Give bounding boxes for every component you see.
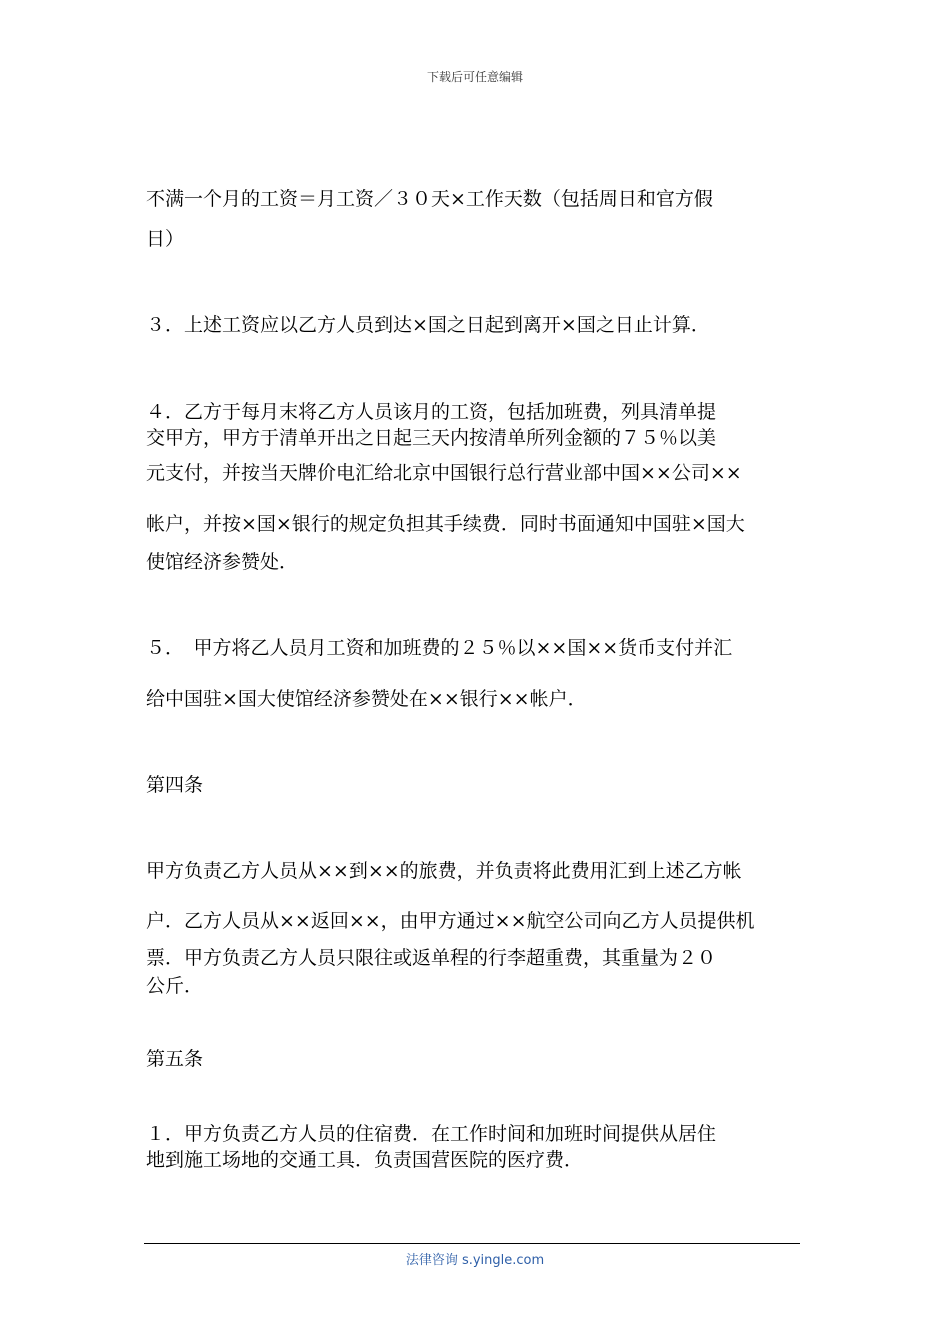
body-line: １．甲方负责乙方人员的住宿费．在工作时间和加班时间提供从居住	[146, 1123, 717, 1145]
body-line: 帐户，并按×国×银行的规定负担其手续费．同时书面通知中国驻×国大	[146, 513, 745, 535]
body-line: 甲方负责乙方人员从××到××的旅费，并负责将此费用汇到上述乙方帐	[146, 860, 742, 882]
body-line: 交甲方，甲方于清单开出之日起三天内按清单所列金额的７５％以美	[146, 427, 717, 449]
section-heading: 第四条	[146, 774, 204, 796]
body-line: 票．甲方负责乙方人员只限往或返单程的行李超重费，其重量为２０	[146, 947, 717, 969]
body-line: 使馆经济参赞处．	[146, 551, 299, 573]
body-line: ４．乙方于每月末将乙方人员该月的工资，包括加班费，列具清单提	[146, 401, 717, 423]
body-line: 户．乙方人员从××返回××，由甲方通过××航空公司向乙方人员提供机	[146, 910, 755, 932]
body-line: 公斤．	[146, 975, 204, 997]
body-line: ５． 甲方将乙人员月工资和加班费的２５％以××国××货币支付并汇	[146, 637, 733, 659]
body-line: ３．上述工资应以乙方人员到达×国之日起到离开×国之日止计算．	[146, 314, 710, 336]
body-line: 元支付，并按当天牌价电汇给北京中国银行总行营业部中国××公司××	[146, 462, 742, 484]
page-header: 下载后可任意编辑	[426, 70, 523, 84]
footer-divider	[144, 1243, 800, 1244]
footer-link[interactable]: 法律咨询 s.yingle.com	[405, 1253, 545, 1268]
body-line: 地到施工场地的交通工具．负责国营医院的医疗费．	[146, 1149, 584, 1171]
body-line: 日）	[146, 228, 185, 250]
body-line: 给中国驻×国大使馆经济参赞处在××银行××帐户．	[146, 688, 587, 710]
section-heading: 第五条	[146, 1048, 204, 1070]
body-line: 不满一个月的工资＝月工资／３０天×工作天数（包括周日和官方假	[146, 188, 713, 210]
